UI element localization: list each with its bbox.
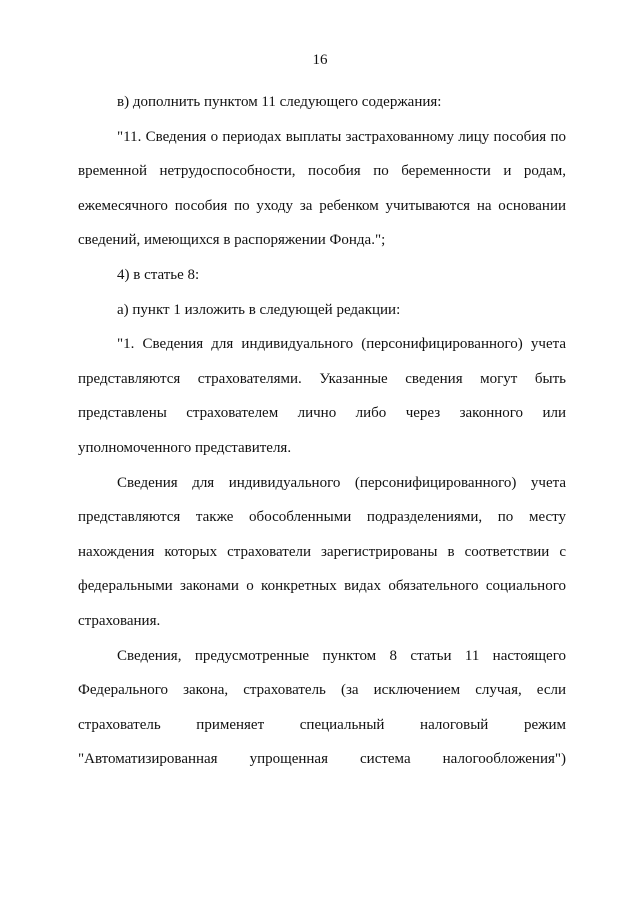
text-line: временной нетрудоспособности, пособия по беременности и родам, [78,163,566,180]
text-line: Сведения для индивидуального (персонифицированного) учета [117,474,566,491]
text-line: Сведения, предусмотренные пунктом 8 статьи 11 настоящего [117,647,566,664]
text-line: "Автоматизированная упрощенная система налогообложения") [78,751,566,768]
text-line: "11. Сведения о периодах выплаты застрахованному лицу пособия по [117,128,566,145]
text-line: федеральными законами о конкретных видах обязательного социального [78,578,566,595]
text-line: Федерального закона, страхователь (за исключением случая, если [78,682,566,699]
text-line: ежемесячного пособия по уходу за ребенком учитываются на основании [78,197,566,214]
text-line: нахождения которых страхователи зарегистрированы в соответствии с [78,543,566,560]
page-number: 16 [312,52,328,68]
text-line: страхователь применяет специальный налоговый режим [78,716,566,733]
text-line: уполномоченного представителя. [78,439,292,456]
text-line: "1. Сведения для индивидуального (персонифицированного) учета [117,336,566,353]
text-line: в) дополнить пунктом 11 следующего содержания: [117,94,442,110]
text-line: представлены страхователем лично либо через законного или [78,405,566,422]
body-text [78,85,566,777]
text-line: а) пункт 1 изложить в следующей редакции: [117,301,401,318]
text-line: страхования. [78,612,161,629]
text-line: представляются страхователями. Указанные сведения могут быть [78,370,566,387]
text-line: представляются также обособленными подразделениями, по месту [78,509,566,526]
text-line: 4) в статье 8: [117,266,200,283]
text-line: сведений, имеющихся в распоряжении Фонда."; [78,232,386,249]
